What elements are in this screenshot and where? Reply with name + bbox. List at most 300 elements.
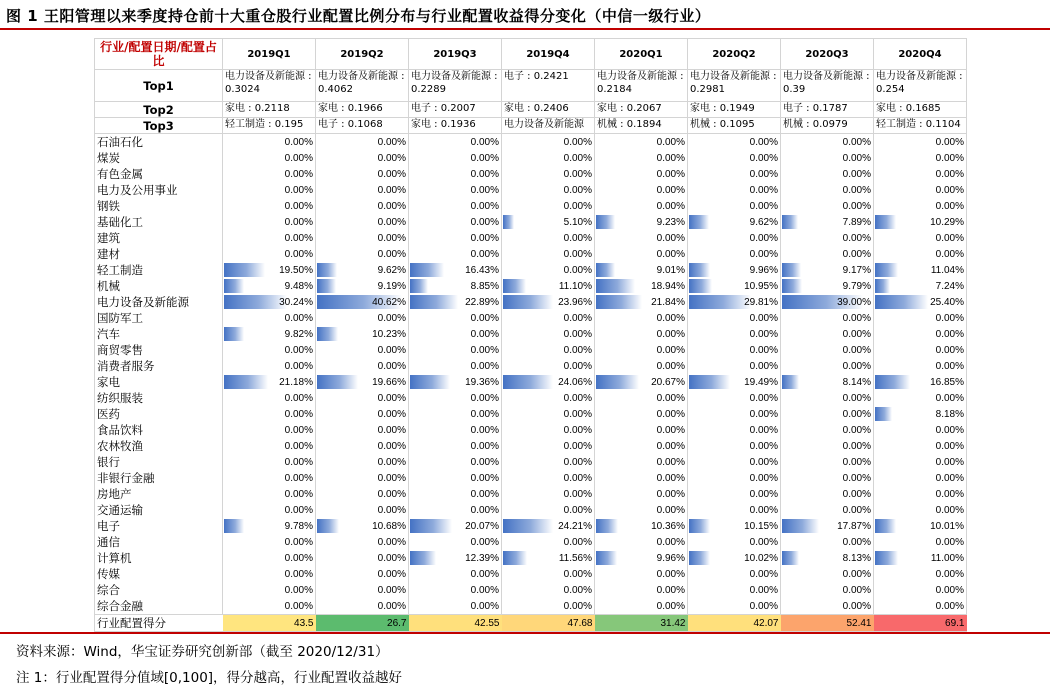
allocation-value: 0.00% xyxy=(470,536,499,548)
allocation-value: 19.50% xyxy=(279,264,313,276)
allocation-cell xyxy=(688,262,781,278)
allocation-cell xyxy=(223,214,316,230)
allocation-value: 0.00% xyxy=(749,568,778,580)
industry-name: 银行 xyxy=(95,454,223,470)
allocation-value: 0.00% xyxy=(935,440,964,452)
industry-row xyxy=(95,230,967,246)
score-cell: 43.5 xyxy=(223,615,316,632)
allocation-cell xyxy=(781,150,874,166)
allocation-cell xyxy=(874,310,967,326)
allocation-cell xyxy=(688,230,781,246)
industry-name: 纺织服装 xyxy=(95,390,223,406)
allocation-value: 0.00% xyxy=(935,456,964,468)
allocation-cell xyxy=(502,502,595,518)
allocation-cell xyxy=(874,598,967,615)
allocation-value: 19.49% xyxy=(744,376,778,388)
allocation-value: 0.00% xyxy=(470,328,499,340)
allocation-value: 0.00% xyxy=(935,600,964,612)
allocation-cell xyxy=(502,374,595,390)
allocation-value: 11.10% xyxy=(558,280,592,292)
allocation-cell xyxy=(595,262,688,278)
allocation-value: 0.00% xyxy=(563,152,592,164)
allocation-value: 9.96% xyxy=(656,552,685,564)
allocation-cell xyxy=(409,550,502,566)
allocation-bar xyxy=(224,327,244,341)
allocation-cell xyxy=(502,278,595,294)
allocation-value: 40.62% xyxy=(372,296,406,308)
allocation-cell xyxy=(595,502,688,518)
allocation-value: 0.00% xyxy=(284,424,313,436)
allocation-value: 21.18% xyxy=(279,376,313,388)
allocation-cell xyxy=(502,294,595,310)
allocation-value: 0.00% xyxy=(563,136,592,148)
allocation-cell xyxy=(502,390,595,406)
title-rule xyxy=(0,28,1050,30)
allocation-bar xyxy=(317,263,337,277)
industry-row xyxy=(95,246,967,262)
allocation-value: 10.68% xyxy=(372,520,406,532)
allocation-cell xyxy=(688,390,781,406)
allocation-cell xyxy=(688,342,781,358)
allocation-value: 9.19% xyxy=(377,280,406,292)
allocation-cell xyxy=(409,262,502,278)
allocation-value: 11.00% xyxy=(930,552,964,564)
industry-name: 计算机 xyxy=(95,550,223,566)
top-cell: 电力设备及新能源 : 0.2981 xyxy=(688,70,781,102)
allocation-cell xyxy=(595,182,688,198)
allocation-value: 0.00% xyxy=(749,424,778,436)
allocation-cell xyxy=(781,294,874,310)
allocation-cell xyxy=(874,246,967,262)
allocation-value: 0.00% xyxy=(935,232,964,244)
allocation-cell xyxy=(409,150,502,166)
allocation-bar xyxy=(596,279,635,293)
allocation-cell xyxy=(409,502,502,518)
allocation-value: 0.00% xyxy=(842,600,871,612)
allocation-cell xyxy=(502,310,595,326)
allocation-value: 0.00% xyxy=(656,472,685,484)
top-cell: 机械 : 0.0979 xyxy=(781,118,874,134)
allocation-value: 9.96% xyxy=(749,264,778,276)
industry-name: 通信 xyxy=(95,534,223,550)
allocation-cell xyxy=(595,134,688,151)
allocation-cell xyxy=(595,390,688,406)
allocation-cell xyxy=(223,230,316,246)
allocation-cell xyxy=(688,470,781,486)
allocation-bar xyxy=(410,519,452,533)
allocation-value: 20.07% xyxy=(465,520,499,532)
allocation-cell xyxy=(223,598,316,615)
top-cell: 家电 : 0.2406 xyxy=(502,102,595,118)
allocation-cell xyxy=(316,406,409,422)
allocation-value: 0.00% xyxy=(749,408,778,420)
allocation-value: 0.00% xyxy=(284,568,313,580)
allocation-value: 0.00% xyxy=(749,168,778,180)
allocation-value: 0.00% xyxy=(284,248,313,260)
top-cell: 电力设备及新能源 : 0.4062 xyxy=(316,70,409,102)
allocation-bar xyxy=(596,551,617,565)
allocation-cell xyxy=(874,214,967,230)
allocation-value: 9.48% xyxy=(284,280,313,292)
top-cell: 电子 : 0.1787 xyxy=(781,102,874,118)
allocation-cell xyxy=(316,422,409,438)
allocation-cell xyxy=(316,518,409,534)
allocation-value: 22.89% xyxy=(465,296,499,308)
industry-row xyxy=(95,214,967,230)
allocation-value: 0.00% xyxy=(749,328,778,340)
allocation-value: 24.06% xyxy=(558,376,592,388)
allocation-cell xyxy=(595,406,688,422)
allocation-value: 0.00% xyxy=(935,248,964,260)
industry-row xyxy=(95,326,967,342)
allocation-value: 39.00% xyxy=(837,296,871,308)
top-cell: 电力设备及新能源 : 0.3024 xyxy=(223,70,316,102)
allocation-value: 9.78% xyxy=(284,520,313,532)
allocation-cell xyxy=(874,582,967,598)
allocation-value: 0.00% xyxy=(470,488,499,500)
allocation-cell xyxy=(409,422,502,438)
allocation-cell xyxy=(223,374,316,390)
allocation-value: 0.00% xyxy=(842,488,871,500)
score-cell: 26.7 xyxy=(316,615,409,632)
allocation-value: 0.00% xyxy=(563,184,592,196)
allocation-value: 0.00% xyxy=(563,344,592,356)
allocation-value: 0.00% xyxy=(563,536,592,548)
allocation-value: 0.00% xyxy=(563,392,592,404)
allocation-value: 0.00% xyxy=(563,328,592,340)
allocation-cell xyxy=(502,534,595,550)
allocation-cell xyxy=(316,246,409,262)
allocation-value: 10.36% xyxy=(651,520,685,532)
allocation-cell xyxy=(874,470,967,486)
allocation-cell xyxy=(223,198,316,214)
allocation-table xyxy=(94,38,967,632)
allocation-value: 0.00% xyxy=(749,152,778,164)
score-cell: 31.42 xyxy=(595,615,688,632)
allocation-cell xyxy=(223,438,316,454)
allocation-value: 0.00% xyxy=(749,600,778,612)
allocation-value: 0.00% xyxy=(377,504,406,516)
allocation-cell xyxy=(595,198,688,214)
allocation-cell xyxy=(223,518,316,534)
allocation-value: 0.00% xyxy=(284,584,313,596)
allocation-bar xyxy=(782,279,802,293)
allocation-value: 0.00% xyxy=(470,248,499,260)
industry-name: 钢铁 xyxy=(95,198,223,214)
top-cell: 电子 : 0.2007 xyxy=(409,102,502,118)
allocation-bar xyxy=(317,279,336,293)
allocation-bar xyxy=(782,215,798,229)
allocation-cell xyxy=(409,310,502,326)
allocation-cell xyxy=(316,278,409,294)
allocation-bar xyxy=(689,375,730,389)
allocation-cell xyxy=(409,470,502,486)
allocation-cell xyxy=(409,246,502,262)
allocation-bar xyxy=(410,551,436,565)
allocation-cell xyxy=(223,358,316,374)
allocation-cell xyxy=(688,598,781,615)
allocation-cell xyxy=(502,230,595,246)
allocation-value: 0.00% xyxy=(284,440,313,452)
allocation-value: 0.00% xyxy=(842,504,871,516)
allocation-cell xyxy=(223,134,316,151)
allocation-value: 0.00% xyxy=(935,536,964,548)
allocation-cell xyxy=(781,486,874,502)
allocation-value: 0.00% xyxy=(563,456,592,468)
allocation-cell xyxy=(502,486,595,502)
allocation-cell xyxy=(223,278,316,294)
allocation-bar xyxy=(224,375,268,389)
industry-row xyxy=(95,486,967,502)
allocation-cell xyxy=(502,406,595,422)
allocation-cell xyxy=(595,454,688,470)
allocation-value: 0.00% xyxy=(284,312,313,324)
allocation-value: 0.00% xyxy=(284,504,313,516)
allocation-bar xyxy=(503,375,553,389)
allocation-value: 0.00% xyxy=(470,408,499,420)
allocation-value: 17.87% xyxy=(837,520,871,532)
allocation-bar xyxy=(596,375,639,389)
allocation-value: 0.00% xyxy=(842,344,871,356)
score-cell: 42.55 xyxy=(409,615,502,632)
allocation-cell xyxy=(688,406,781,422)
allocation-bar xyxy=(317,375,358,389)
allocation-cell xyxy=(874,150,967,166)
allocation-cell xyxy=(595,374,688,390)
allocation-value: 0.00% xyxy=(377,184,406,196)
allocation-cell xyxy=(223,310,316,326)
allocation-cell xyxy=(223,342,316,358)
allocation-value: 23.96% xyxy=(558,296,592,308)
allocation-cell xyxy=(409,198,502,214)
allocation-value: 0.00% xyxy=(563,264,592,276)
allocation-value: 0.00% xyxy=(284,456,313,468)
allocation-value: 0.00% xyxy=(563,424,592,436)
allocation-value: 0.00% xyxy=(842,168,871,180)
industry-name: 综合 xyxy=(95,582,223,598)
allocation-cell xyxy=(781,310,874,326)
allocation-value: 0.00% xyxy=(377,392,406,404)
allocation-cell xyxy=(781,262,874,278)
allocation-cell xyxy=(874,294,967,310)
allocation-cell xyxy=(781,182,874,198)
allocation-cell xyxy=(223,246,316,262)
allocation-cell xyxy=(223,262,316,278)
allocation-value: 0.00% xyxy=(656,488,685,500)
allocation-value: 25.40% xyxy=(930,296,964,308)
top-cell: 轻工制造 : 0.1104 xyxy=(874,118,967,134)
allocation-value: 11.56% xyxy=(558,552,592,564)
allocation-cell xyxy=(595,150,688,166)
allocation-value: 16.43% xyxy=(465,264,499,276)
allocation-bar xyxy=(782,551,799,565)
allocation-cell xyxy=(688,518,781,534)
top1-row xyxy=(95,70,967,102)
industry-name: 综合金融 xyxy=(95,598,223,615)
allocation-value: 0.00% xyxy=(842,568,871,580)
industry-name: 商贸零售 xyxy=(95,342,223,358)
allocation-cell xyxy=(595,582,688,598)
allocation-cell xyxy=(781,198,874,214)
industry-name: 医药 xyxy=(95,406,223,422)
allocation-value: 0.00% xyxy=(749,536,778,548)
allocation-value: 0.00% xyxy=(842,136,871,148)
allocation-value: 9.17% xyxy=(842,264,871,276)
allocation-cell xyxy=(502,518,595,534)
industry-row xyxy=(95,166,967,182)
quarter-header: 2019Q3 xyxy=(409,39,502,70)
allocation-bar xyxy=(596,519,618,533)
source-note: 资料来源：Wind，华宝证券研究创新部（截至 2020/12/31） xyxy=(16,644,389,660)
allocation-value: 0.00% xyxy=(656,232,685,244)
industry-row xyxy=(95,134,967,151)
allocation-value: 0.00% xyxy=(284,200,313,212)
allocation-cell xyxy=(688,294,781,310)
allocation-value: 0.00% xyxy=(563,360,592,372)
allocation-cell xyxy=(409,454,502,470)
industry-row xyxy=(95,198,967,214)
industry-row xyxy=(95,566,967,582)
allocation-cell xyxy=(223,502,316,518)
quarter-header: 2020Q1 xyxy=(595,39,688,70)
allocation-cell xyxy=(316,390,409,406)
industry-name: 非银行金融 xyxy=(95,470,223,486)
allocation-cell xyxy=(316,310,409,326)
allocation-bar xyxy=(410,375,450,389)
allocation-cell xyxy=(409,134,502,151)
allocation-value: 0.00% xyxy=(284,216,313,228)
allocation-cell xyxy=(874,198,967,214)
industry-name: 煤炭 xyxy=(95,150,223,166)
allocation-bar xyxy=(224,263,265,277)
allocation-value: 0.00% xyxy=(656,424,685,436)
allocation-value: 5.10% xyxy=(563,216,592,228)
allocation-value: 0.00% xyxy=(935,136,964,148)
allocation-value: 0.00% xyxy=(656,536,685,548)
allocation-cell xyxy=(409,182,502,198)
allocation-cell xyxy=(409,598,502,615)
allocation-value: 0.00% xyxy=(470,152,499,164)
quarter-header: 2020Q2 xyxy=(688,39,781,70)
allocation-value: 0.00% xyxy=(284,136,313,148)
allocation-cell xyxy=(223,150,316,166)
allocation-value: 0.00% xyxy=(935,312,964,324)
footer-rule xyxy=(0,632,1050,634)
allocation-value: 0.00% xyxy=(935,328,964,340)
allocation-value: 8.85% xyxy=(470,280,499,292)
allocation-cell xyxy=(316,598,409,615)
allocation-cell xyxy=(781,166,874,182)
allocation-cell xyxy=(223,470,316,486)
top-cell: 家电 : 0.1685 xyxy=(874,102,967,118)
allocation-value: 10.23% xyxy=(372,328,406,340)
allocation-cell xyxy=(502,566,595,582)
allocation-cell xyxy=(223,550,316,566)
allocation-bar xyxy=(596,295,642,309)
allocation-cell xyxy=(502,214,595,230)
allocation-cell xyxy=(595,534,688,550)
allocation-value: 0.00% xyxy=(377,344,406,356)
allocation-cell xyxy=(874,486,967,502)
allocation-cell xyxy=(781,550,874,566)
industry-name: 传媒 xyxy=(95,566,223,582)
allocation-value: 0.00% xyxy=(749,248,778,260)
allocation-cell xyxy=(223,326,316,342)
allocation-cell xyxy=(223,582,316,598)
allocation-cell xyxy=(874,166,967,182)
allocation-value: 0.00% xyxy=(470,600,499,612)
allocation-cell xyxy=(874,518,967,534)
allocation-value: 0.00% xyxy=(284,488,313,500)
allocation-value: 0.00% xyxy=(470,136,499,148)
allocation-cell xyxy=(409,278,502,294)
allocation-cell xyxy=(316,230,409,246)
allocation-cell xyxy=(595,358,688,374)
allocation-cell xyxy=(688,310,781,326)
industry-name: 电子 xyxy=(95,518,223,534)
allocation-cell xyxy=(409,406,502,422)
quarter-header: 2019Q2 xyxy=(316,39,409,70)
allocation-cell xyxy=(874,134,967,151)
allocation-cell xyxy=(409,326,502,342)
allocation-value: 0.00% xyxy=(842,360,871,372)
allocation-value: 0.00% xyxy=(935,152,964,164)
allocation-value: 21.84% xyxy=(651,296,685,308)
industry-name: 汽车 xyxy=(95,326,223,342)
allocation-value: 0.00% xyxy=(842,472,871,484)
allocation-value: 0.00% xyxy=(749,392,778,404)
allocation-value: 0.00% xyxy=(470,584,499,596)
allocation-value: 16.85% xyxy=(930,376,964,388)
industry-row xyxy=(95,422,967,438)
allocation-cell xyxy=(223,166,316,182)
allocation-cell xyxy=(409,486,502,502)
allocation-cell xyxy=(781,374,874,390)
allocation-cell xyxy=(595,518,688,534)
allocation-value: 0.00% xyxy=(656,360,685,372)
allocation-bar xyxy=(317,327,338,341)
allocation-value: 0.00% xyxy=(842,200,871,212)
allocation-bar xyxy=(875,407,892,421)
allocation-bar xyxy=(875,519,896,533)
allocation-value: 19.36% xyxy=(465,376,499,388)
allocation-cell xyxy=(502,198,595,214)
industry-name: 建筑 xyxy=(95,230,223,246)
allocation-value: 0.00% xyxy=(284,472,313,484)
industry-row xyxy=(95,262,967,278)
allocation-cell xyxy=(874,550,967,566)
score-note: 注 1：行业配置得分值域[0,100]，得分越高，行业配置收益越好 xyxy=(16,670,403,686)
allocation-value: 0.00% xyxy=(377,536,406,548)
industry-row xyxy=(95,342,967,358)
top-cell: 电子 : 0.2421 xyxy=(502,70,595,102)
allocation-value: 0.00% xyxy=(935,488,964,500)
allocation-value: 18.94% xyxy=(651,280,685,292)
industry-name: 电力及公用事业 xyxy=(95,182,223,198)
allocation-value: 0.00% xyxy=(563,408,592,420)
allocation-cell xyxy=(502,342,595,358)
allocation-cell xyxy=(316,534,409,550)
allocation-cell xyxy=(223,406,316,422)
allocation-cell xyxy=(688,422,781,438)
allocation-value: 0.00% xyxy=(377,216,406,228)
allocation-cell xyxy=(502,438,595,454)
allocation-cell xyxy=(316,198,409,214)
allocation-cell xyxy=(595,230,688,246)
allocation-value: 10.15% xyxy=(744,520,778,532)
score-row xyxy=(95,615,967,632)
allocation-value: 30.24% xyxy=(279,296,313,308)
